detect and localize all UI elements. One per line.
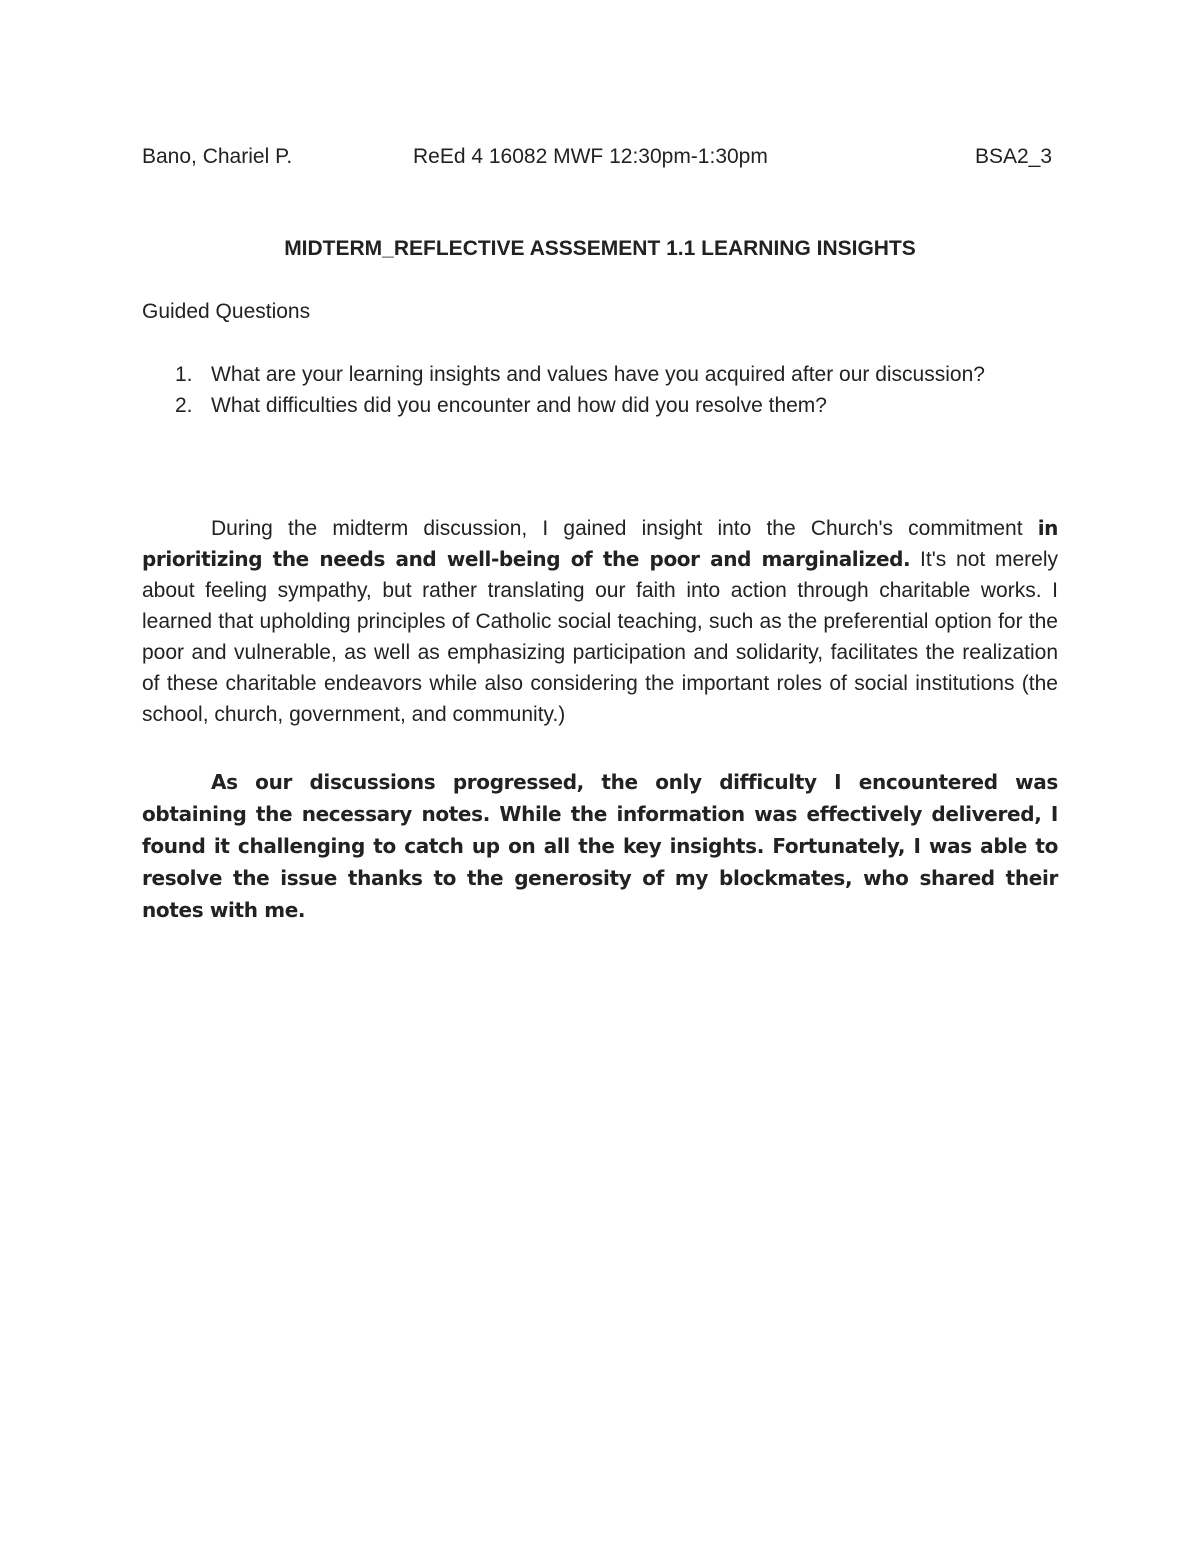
question-number: 2. — [175, 394, 193, 417]
question-number: 1. — [175, 363, 193, 386]
emphasized-text: in prioritizing the needs and well-being of the poor and marginalized. — [142, 516, 1058, 571]
question-item — [142, 359, 1002, 390]
document-header — [142, 142, 1052, 172]
question-text: What are your learning insights and values have you acquired after our discussion? — [211, 363, 985, 386]
paragraph-text: It's not merely about feeling sympathy, but rather translating our faith into action through charitable works. I learned that upholding principles of Catholic social teaching, such as the preferential option for the poor and vulnerable, as well as emphasizing participation and solidarity, facilitates the realization of these charitable endeavors while also considering the important roles of social institutions (the school, church, government, and community.) — [142, 548, 1059, 726]
answer-paragraph-2: As our discussions progressed, the only difficulty I encountered was obtaining the necessary notes. While the information was effectively delivered, I found it challenging to catch up on all the key insights. Fortunately, I was able to resolve the issue thanks to the generosity of my blockmates, who shared their notes with me. — [142, 770, 1058, 922]
student-name: Bano, Chariel P. — [142, 145, 293, 168]
section-code: BSA2_3 — [974, 145, 1052, 168]
guided-questions-heading: Guided Questions — [142, 300, 311, 323]
answer-paragraph-1 — [142, 513, 1058, 730]
document-title: MIDTERM_REFLECTIVE ASSSEMENT 1.1 LEARNING INSIGHTS — [284, 237, 916, 260]
question-text: What difficulties did you encounter and how did you resolve them? — [211, 394, 827, 417]
questions-list — [142, 359, 1002, 421]
paragraph-text: During the midterm discussion, I gained insight into the Church's commitment — [211, 517, 1038, 540]
course-schedule: ReEd 4 16082 MWF 12:30pm-1:30pm — [413, 145, 768, 168]
question-item — [142, 390, 1002, 421]
